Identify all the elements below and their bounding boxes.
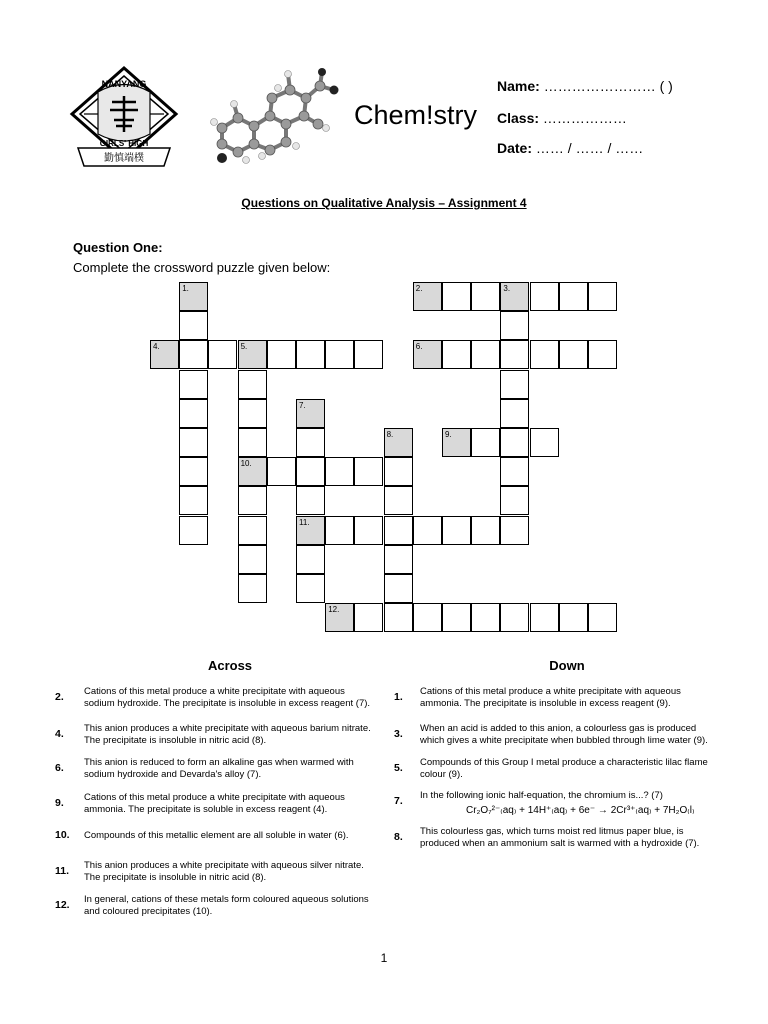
crossword-cell[interactable] (384, 574, 413, 603)
crossword-cell[interactable] (500, 486, 529, 515)
clue-number: 9. (55, 797, 64, 809)
clue-text: This anion produces a white precipitate with aqueous silver nitrate. (84, 860, 364, 871)
crossword-cell[interactable] (530, 603, 559, 632)
cell-number: 7. (299, 400, 306, 410)
crossword-cell[interactable] (384, 457, 413, 486)
molecule-image (210, 66, 340, 166)
crossword-cell[interactable] (354, 516, 383, 545)
crossword-cell[interactable] (442, 340, 471, 369)
crossword-cell[interactable] (179, 516, 208, 545)
crossword-cell[interactable] (179, 370, 208, 399)
crossword-cell[interactable] (179, 428, 208, 457)
clue-text: Compounds of this Group I metal produce a characteristic lilac flame (420, 757, 708, 768)
crossword-cell[interactable] (384, 516, 413, 545)
crossword-cell-start[interactable] (238, 340, 267, 369)
crossword-cell[interactable] (267, 340, 296, 369)
crossword-cell[interactable] (500, 311, 529, 340)
date-value: …… / …… / …… (535, 140, 644, 156)
crossword-cell[interactable] (559, 340, 588, 369)
date-label: Date: (497, 140, 533, 156)
school-logo (64, 62, 184, 170)
crossword-cell[interactable] (588, 282, 617, 311)
crossword-cell[interactable] (384, 486, 413, 515)
crossword-cell[interactable] (413, 516, 442, 545)
crossword-cell[interactable] (238, 516, 267, 545)
clue-equation: Cr₂O₇²⁻₍aq₎ + 14H⁺₍aq₎ + 6e⁻ → 2Cr³⁺₍aq₎ + 7H₂O₍l₎ (466, 804, 695, 816)
clue-number: 2. (55, 691, 64, 703)
clue-text: This colourless gas, which turns moist red litmus paper blue, is (420, 826, 684, 837)
clue-text: sodium hydroxide. The precipitate is insoluble in excess reagent (7). (84, 697, 371, 709)
crossword-cell[interactable] (208, 340, 237, 369)
document-title: Questions on Qualitative Analysis – Assignment 4 (241, 196, 527, 210)
cell-number: 3. (503, 284, 511, 293)
crossword-cell[interactable] (238, 574, 267, 603)
crossword-cell[interactable] (471, 516, 500, 545)
crossword-cell[interactable] (296, 545, 325, 574)
crossword-cell[interactable] (500, 457, 529, 486)
cell-number: 9. (445, 430, 452, 439)
crossword-cell[interactable] (559, 603, 588, 632)
crossword-cell[interactable] (471, 282, 500, 311)
cell-number: 8. (386, 430, 394, 439)
clue-text: sodium hydroxide and Devarda's alloy (7). (84, 768, 262, 780)
question-instruction: Complete the crossword puzzle given below: (73, 260, 331, 275)
crossword-cell[interactable] (442, 516, 471, 545)
crossword-cell[interactable] (325, 457, 354, 486)
crossword-cell[interactable] (296, 457, 325, 486)
crossword-cell[interactable] (238, 428, 267, 457)
cell-number: 6. (415, 342, 423, 352)
question-heading: Question One: (73, 240, 163, 255)
crossword-cell[interactable] (296, 340, 325, 369)
clue-number: 11. (55, 865, 70, 877)
clue-text: ammonia. The precipitate is insoluble in excess reagent (9). (420, 697, 671, 709)
crossword-cell[interactable] (267, 457, 296, 486)
crossword-cell[interactable] (354, 457, 383, 486)
crossword-cell[interactable] (530, 428, 559, 457)
name-field[interactable] (497, 78, 673, 94)
crossword-cell[interactable] (384, 603, 413, 632)
crossword-cell[interactable] (442, 603, 471, 632)
name-label: Name: (497, 78, 540, 94)
crossword-cell[interactable] (500, 516, 529, 545)
clue-text: ammonia. The precipitate is soluble in excess reagent (4). (84, 803, 328, 815)
clue-text: The precipitate is insoluble in nitric acid (8). (84, 734, 267, 746)
cell-number: 5. (240, 342, 248, 352)
crossword-cell[interactable] (179, 457, 208, 486)
cell-number: 12. (328, 605, 340, 615)
class-label: Class: (497, 110, 540, 126)
clue-number: 1. (394, 691, 403, 703)
crossword-cell[interactable] (296, 428, 325, 457)
crossword-cell[interactable] (530, 282, 559, 311)
crossword-cell[interactable] (413, 603, 442, 632)
clue-text: This anion produces a white precipitate with aqueous barium nitrate. (84, 723, 371, 734)
crossword-cell[interactable] (354, 340, 383, 369)
crossword-cell-start[interactable] (179, 282, 208, 311)
crossword-cell[interactable] (530, 340, 559, 369)
crossword-cell[interactable] (500, 370, 529, 399)
crossword-cell[interactable] (296, 574, 325, 603)
clue-number: 6. (55, 762, 64, 774)
clue-number: 12. (55, 899, 70, 911)
cell-number: 1. (182, 284, 189, 293)
crossword-cell[interactable] (238, 545, 267, 574)
clue-number: 3. (394, 728, 403, 740)
crossword-cell-start[interactable] (150, 340, 179, 369)
crossword-cell-start[interactable] (413, 282, 442, 311)
crossword-cell[interactable] (500, 428, 529, 457)
across-heading: Across (207, 658, 253, 673)
crossword-cell[interactable] (325, 516, 354, 545)
clue-number: 5. (394, 762, 403, 774)
crossword-cell[interactable] (296, 486, 325, 515)
crossword-cell[interactable] (325, 340, 354, 369)
crossword-cell[interactable] (471, 340, 500, 369)
crossword-cell[interactable] (179, 340, 208, 369)
clue-text: Cations of this metal produce a white precipitate with aqueous (84, 686, 345, 697)
clue-number: 8. (394, 831, 403, 843)
clue-number: 10. (55, 829, 70, 841)
logo-bottom-text: GIRLS' HIGH (99, 139, 149, 148)
crossword-cell[interactable] (442, 282, 471, 311)
crossword-cell[interactable] (559, 282, 588, 311)
crossword-cell-start[interactable] (384, 428, 413, 457)
clue-text: Cations of this metal produce a white precipitate with aqueous (84, 792, 345, 803)
crossword-cell-start[interactable] (413, 340, 442, 369)
clue-text: When an acid is added to this anion, a colourless gas is produced (420, 723, 697, 734)
crossword-cell-start[interactable] (296, 516, 325, 545)
subject-title: Chem!stry (354, 100, 478, 130)
crossword-cell[interactable] (238, 399, 267, 428)
clue-text: This anion is reduced to form an alkaline gas when warmed with (84, 757, 354, 768)
crossword-cell[interactable] (384, 545, 413, 574)
cell-number: 4. (153, 342, 160, 352)
crossword-cell[interactable] (500, 603, 529, 632)
crossword-cell[interactable] (238, 486, 267, 515)
cell-number: 11. (299, 517, 310, 527)
crossword-cell[interactable] (588, 340, 617, 369)
crossword-cell[interactable] (179, 486, 208, 515)
crossword-cell-start[interactable] (500, 282, 529, 311)
down-heading: Down (549, 658, 585, 673)
clue-number: 4. (55, 728, 64, 740)
cell-number: 10. (240, 459, 252, 469)
crossword-cell[interactable] (238, 370, 267, 399)
page-number: 1 (380, 951, 388, 965)
class-field[interactable] (497, 110, 627, 126)
clue-text: which gives a white precipitate when bubbled through lime water (9). (420, 734, 708, 746)
crossword-cell[interactable] (500, 340, 529, 369)
crossword-cell-start[interactable] (296, 399, 325, 428)
crossword-cell[interactable] (471, 603, 500, 632)
clue-text: colour (9). (420, 768, 463, 780)
class-value: ……………… (542, 110, 627, 126)
logo-motto: 勤慎端樸 (104, 153, 144, 164)
clue-text: produced when an ammonium salt is warmed with a hydroxide (7). (420, 837, 700, 849)
logo-top-text: NANYANG (101, 79, 147, 89)
crossword-cell-start[interactable] (442, 428, 471, 457)
crossword-cell[interactable] (354, 603, 383, 632)
crossword-cell-start[interactable] (325, 603, 354, 632)
crossword-cell[interactable] (179, 311, 208, 340)
crossword-cell[interactable] (588, 603, 617, 632)
clue-number: 7. (394, 795, 403, 807)
crossword-cell-start[interactable] (238, 457, 267, 486)
clue-text: In general, cations of these metals form coloured aqueous solutions (84, 894, 369, 905)
clue-text: The precipitate is insoluble in nitric acid (8). (84, 871, 267, 883)
clue-text: In the following ionic half-equation, the chromium is...? (7) (420, 790, 663, 801)
crossword-cell[interactable] (471, 428, 500, 457)
crossword-cell[interactable] (500, 399, 529, 428)
crossword-cell[interactable] (179, 399, 208, 428)
date-field[interactable] (497, 140, 643, 156)
name-value: …………………… ( ) (543, 78, 673, 94)
clue-text: Compounds of this metallic element are all soluble in water (6). (84, 830, 349, 841)
cell-number: 2. (415, 284, 423, 293)
clue-text: Cations of this metal produce a white precipitate with aqueous (420, 686, 681, 697)
clue-text: and coloured precipitates (10). (84, 905, 213, 917)
